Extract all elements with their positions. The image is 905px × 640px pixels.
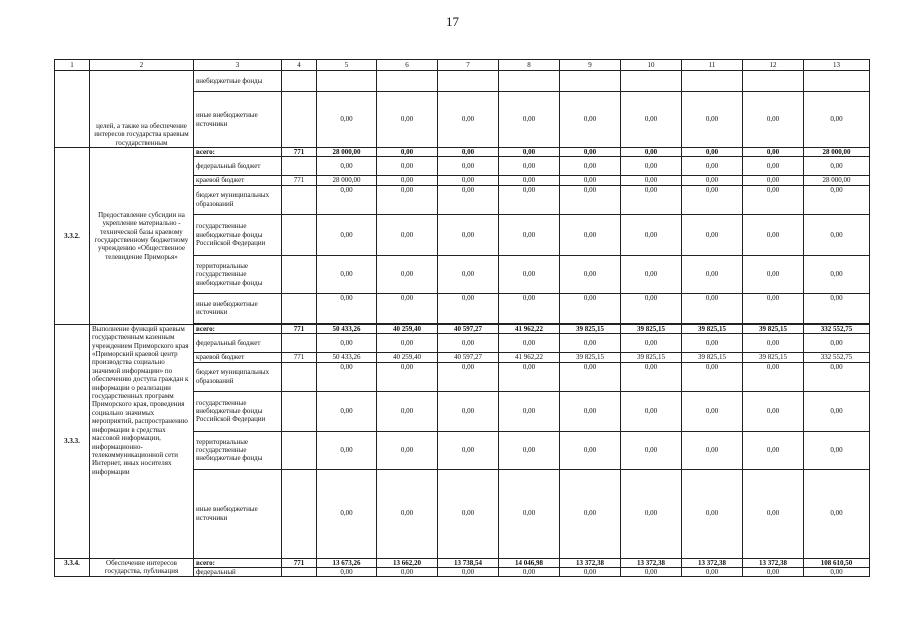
value-cell: 0,00 [499, 255, 560, 293]
grbs-cell: 771 [282, 176, 317, 185]
value-cell: 0,00 [743, 362, 804, 391]
value-cell: 0,00 [743, 214, 804, 255]
value-cell: 0,00 [682, 293, 743, 323]
table-row [55, 71, 870, 92]
value-cell: 0,00 [499, 293, 560, 323]
value-cell: 0,00 [621, 148, 682, 157]
value-cell: 0,00 [317, 568, 377, 577]
grbs-cell: 771 [282, 324, 317, 333]
value-cell: 0,00 [743, 176, 804, 185]
value-cell: 0,00 [499, 176, 560, 185]
table-row [55, 148, 870, 157]
value-cell: 0,00 [560, 185, 621, 214]
value-cell: 0,00 [804, 431, 870, 469]
section-code: 3.3.3. [55, 324, 90, 558]
source-cell: федеральный бюджет [194, 334, 282, 353]
value-cell: 0,00 [743, 185, 804, 214]
value-cell: 0,00 [621, 185, 682, 214]
value-cell: 0,00 [621, 92, 682, 148]
value-cell: 0,00 [682, 431, 743, 469]
value-cell: 0,00 [377, 431, 438, 469]
value-cell: 0,00 [560, 293, 621, 323]
value-cell: 0,00 [560, 391, 621, 431]
source-cell: федеральный бюджет [194, 157, 282, 176]
value-cell: 50 433,26 [317, 353, 377, 362]
value-cell: 0,00 [499, 362, 560, 391]
value-cell: 0,00 [804, 469, 870, 558]
budget-table [54, 59, 870, 577]
source-cell: внебюджетные фонды [194, 71, 282, 92]
header-row [55, 60, 870, 71]
value-cell: 0,00 [560, 431, 621, 469]
source-cell: иные внебюджетные источники [194, 293, 282, 323]
value-cell: 0,00 [560, 92, 621, 148]
value-cell: 0,00 [377, 185, 438, 214]
header-cell: 10 [621, 60, 682, 71]
value-cell: 0,00 [743, 469, 804, 558]
value-cell: 0,00 [317, 334, 377, 353]
value-cell: 0,00 [621, 157, 682, 176]
value-cell: 39 825,15 [621, 353, 682, 362]
value-cell: 0,00 [438, 431, 499, 469]
value-cell: 0,00 [377, 148, 438, 157]
value-cell: 0,00 [682, 176, 743, 185]
source-cell: всего: [194, 558, 282, 567]
header-cell: 8 [499, 60, 560, 71]
grbs-cell: 771 [282, 353, 317, 362]
value-cell: 0,00 [743, 255, 804, 293]
value-cell: 0,00 [438, 157, 499, 176]
value-cell: 0,00 [377, 362, 438, 391]
header-cell: 6 [377, 60, 438, 71]
value-cell: 39 825,15 [743, 353, 804, 362]
source-cell: территориальные государственные внебюджетные фонды [194, 431, 282, 469]
value-cell: 332 552,75 [804, 324, 870, 333]
value-cell: 0,00 [621, 568, 682, 577]
description-cell: Обеспечение интересов государства, публикация [90, 558, 194, 577]
grbs-cell [282, 391, 317, 431]
source-cell: иные внебюджетные источники [194, 469, 282, 558]
value-cell: 13 673,26 [317, 558, 377, 567]
value-cell: 0,00 [743, 92, 804, 148]
description-cell: целей, а также на обеспечение интересов государства краевым государственным [90, 71, 194, 148]
value-cell: 39 825,15 [682, 353, 743, 362]
value-cell: 0,00 [438, 214, 499, 255]
source-cell: федеральный [194, 568, 282, 577]
page-number: 17 [446, 14, 459, 29]
value-cell: 0,00 [560, 362, 621, 391]
value-cell: 40 597,27 [438, 353, 499, 362]
value-cell: 0,00 [317, 157, 377, 176]
source-cell: всего: [194, 324, 282, 333]
value-cell: 0,00 [377, 293, 438, 323]
grbs-cell [282, 157, 317, 176]
value-cell: 0,00 [438, 185, 499, 214]
value-cell: 0,00 [804, 362, 870, 391]
grbs-cell [282, 362, 317, 391]
value-cell: 0,00 [560, 469, 621, 558]
description-cell: Предоставление субсидии на укрепление материально - технической базы краевому государственному бюджетному учреждению «Общественное телевидение Приморья» [90, 148, 194, 325]
source-cell: краевой бюджет [194, 353, 282, 362]
value-cell: 0,00 [560, 176, 621, 185]
value-cell: 0,00 [438, 148, 499, 157]
grbs-cell [282, 568, 317, 577]
value-cell: 40 597,27 [438, 324, 499, 333]
value-cell: 0,00 [499, 148, 560, 157]
header-cell: 11 [682, 60, 743, 71]
source-cell: краевой бюджет [194, 176, 282, 185]
grbs-cell [282, 92, 317, 148]
value-cell: 0,00 [743, 334, 804, 353]
value-cell: 13 372,38 [743, 558, 804, 567]
value-cell: 0,00 [804, 391, 870, 431]
value-cell: 39 825,15 [560, 324, 621, 333]
value-cell: 0,00 [804, 157, 870, 176]
value-cell: 0,00 [317, 92, 377, 148]
value-cell: 0,00 [377, 214, 438, 255]
value-cell: 0,00 [377, 391, 438, 431]
value-cell: 0,00 [682, 92, 743, 148]
value-cell: 0,00 [804, 255, 870, 293]
value-cell: 0,00 [621, 255, 682, 293]
grbs-cell: 771 [282, 148, 317, 157]
value-cell: 0,00 [499, 469, 560, 558]
value-cell: 0,00 [317, 362, 377, 391]
value-cell: 0,00 [621, 391, 682, 431]
value-cell: 0,00 [317, 391, 377, 431]
value-cell: 0,00 [377, 469, 438, 558]
source-cell: государственные внебюджетные фонды Российской Федерации [194, 214, 282, 255]
value-cell: 0,00 [499, 334, 560, 353]
value-cell: 0,00 [317, 185, 377, 214]
value-cell: 0,00 [560, 148, 621, 157]
value-cell: 28 000,00 [804, 176, 870, 185]
value-cell: 0,00 [560, 334, 621, 353]
source-cell: территориальные государственные внебюджетные фонды [194, 255, 282, 293]
section-code: 3.3.2. [55, 148, 90, 325]
header-cell: 1 [55, 60, 90, 71]
value-cell: 0,00 [682, 568, 743, 577]
value-cell: 0,00 [743, 431, 804, 469]
value-cell: 0,00 [804, 293, 870, 323]
source-cell: иные внебюджетные источники [194, 92, 282, 148]
value-cell: 0,00 [499, 431, 560, 469]
value-cell: 0,00 [560, 568, 621, 577]
source-cell: бюджет муниципальных образований [194, 185, 282, 214]
value-cell: 0,00 [438, 568, 499, 577]
value-cell: 0,00 [743, 568, 804, 577]
source-cell: всего: [194, 148, 282, 157]
value-cell: 39 825,15 [621, 324, 682, 333]
grbs-cell [282, 255, 317, 293]
value-cell: 0,00 [438, 469, 499, 558]
header-cell: 7 [438, 60, 499, 71]
value-cell: 0,00 [682, 214, 743, 255]
value-cell: 0,00 [560, 214, 621, 255]
grbs-cell [282, 71, 317, 92]
value-cell: 13 372,38 [560, 558, 621, 567]
grbs-cell [282, 214, 317, 255]
value-cell: 108 610,50 [804, 558, 870, 567]
value-cell: 41 962,22 [499, 324, 560, 333]
description-cell: Выполнение функций краевым государственным казенным учреждением Приморского края «Приморский краевой центр производства социально значимой информации» по обеспечению доступа граждан к информации о реализации государственных программ Приморского края, проведения социально значимых мероприятий, распространению информации в средствах массовой информации, информационно-телекоммуникационной сети Интернет, иных носителях информации [90, 324, 194, 558]
value-cell: 0,00 [804, 92, 870, 148]
value-cell: 39 825,15 [682, 324, 743, 333]
value-cell: 0,00 [377, 92, 438, 148]
value-cell: 13 662,20 [377, 558, 438, 567]
value-cell: 13 372,38 [682, 558, 743, 567]
value-cell: 0,00 [499, 391, 560, 431]
value-cell: 0,00 [317, 293, 377, 323]
value-cell: 0,00 [499, 157, 560, 176]
value-cell: 332 552,75 [804, 353, 870, 362]
value-cell: 0,00 [377, 568, 438, 577]
value-cell: 0,00 [317, 214, 377, 255]
value-cell: 39 825,15 [560, 353, 621, 362]
value-cell: 0,00 [317, 469, 377, 558]
value-cell: 0,00 [804, 334, 870, 353]
value-cell: 0,00 [317, 255, 377, 293]
grbs-cell [282, 469, 317, 558]
code-cell [55, 71, 90, 148]
value-cell: 0,00 [682, 362, 743, 391]
table-row [55, 324, 870, 333]
value-cell: 0,00 [804, 185, 870, 214]
grbs-cell [282, 334, 317, 353]
value-cell: 0,00 [438, 255, 499, 293]
value-cell: 28 000,00 [317, 148, 377, 157]
header-cell: 3 [194, 60, 282, 71]
value-cell: 40 259,40 [377, 324, 438, 333]
value-cell: 0,00 [743, 157, 804, 176]
value-cell: 0,00 [377, 255, 438, 293]
value-cell: 0,00 [743, 148, 804, 157]
grbs-cell [282, 293, 317, 323]
header-cell: 2 [90, 60, 194, 71]
value-cell: 28 000,00 [317, 176, 377, 185]
value-cell: 0,00 [682, 391, 743, 431]
value-cell: 0,00 [499, 568, 560, 577]
value-cell: 0,00 [560, 157, 621, 176]
value-cell: 0,00 [682, 255, 743, 293]
value-cell: 0,00 [499, 92, 560, 148]
value-cell: 0,00 [682, 157, 743, 176]
value-cell: 0,00 [621, 293, 682, 323]
value-cell: 0,00 [499, 214, 560, 255]
value-cell: 40 259,40 [377, 353, 438, 362]
value-cell: 50 433,26 [317, 324, 377, 333]
grbs-cell: 771 [282, 558, 317, 567]
value-cell: 0,00 [438, 391, 499, 431]
value-cell: 39 825,15 [743, 324, 804, 333]
value-cell: 0,00 [499, 185, 560, 214]
grbs-cell [282, 185, 317, 214]
header-cell: 9 [560, 60, 621, 71]
source-cell: бюджет муниципальных образований [194, 362, 282, 391]
source-cell: государственные внебюджетные фонды Российской Федерации [194, 391, 282, 431]
value-cell: 0,00 [377, 157, 438, 176]
value-cell: 0,00 [804, 568, 870, 577]
value-cell: 0,00 [621, 214, 682, 255]
value-cell: 0,00 [438, 362, 499, 391]
value-cell: 41 962,22 [499, 353, 560, 362]
value-cell: 0,00 [438, 334, 499, 353]
value-cell: 0,00 [560, 255, 621, 293]
value-cell: 0,00 [804, 214, 870, 255]
header-cell: 12 [743, 60, 804, 71]
value-cell: 0,00 [743, 391, 804, 431]
value-cell: 0,00 [743, 293, 804, 323]
value-cell: 0,00 [438, 92, 499, 148]
grbs-cell [282, 431, 317, 469]
value-cell: 0,00 [621, 362, 682, 391]
value-cell: 0,00 [438, 176, 499, 185]
header-cell: 4 [282, 60, 317, 71]
value-cell: 0,00 [621, 431, 682, 469]
value-cell: 0,00 [682, 334, 743, 353]
header-cell: 13 [804, 60, 870, 71]
value-cell: 0,00 [621, 176, 682, 185]
header-cell: 5 [317, 60, 377, 71]
value-cell: 0,00 [377, 334, 438, 353]
table-row [55, 558, 870, 567]
value-cell: 13 372,38 [621, 558, 682, 567]
value-cell: 28 000,00 [804, 148, 870, 157]
value-cell: 0,00 [682, 469, 743, 558]
section-code: 3.3.4. [55, 558, 90, 577]
value-cell: 0,00 [317, 431, 377, 469]
value-cell: 0,00 [682, 148, 743, 157]
value-cell: 0,00 [438, 293, 499, 323]
value-cell: 0,00 [377, 176, 438, 185]
value-cell: 13 738,54 [438, 558, 499, 567]
value-cell: 0,00 [621, 469, 682, 558]
value-cell: 14 046,98 [499, 558, 560, 567]
value-cell: 0,00 [621, 334, 682, 353]
value-cell: 0,00 [682, 185, 743, 214]
